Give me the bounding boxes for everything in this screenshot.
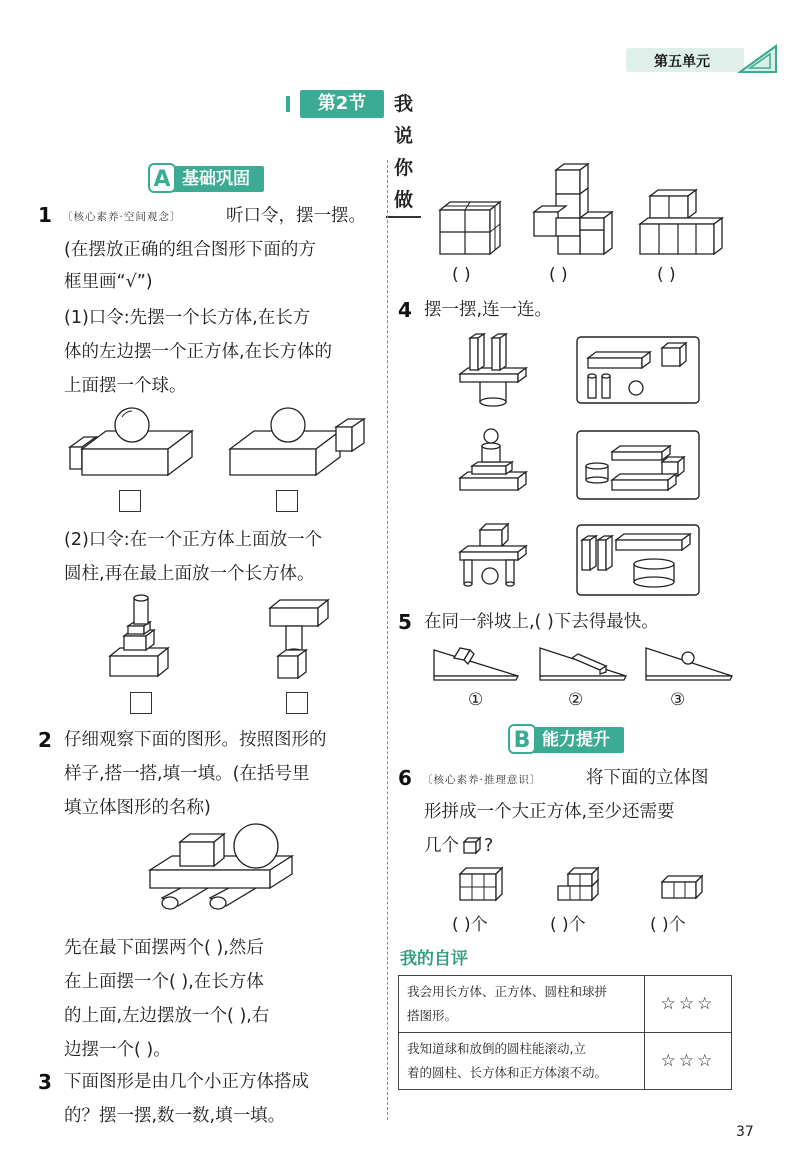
q2-fill-line2: 在上面摆一个( ),在长方体 [64, 972, 264, 992]
self-eval-stars[interactable]: ☆☆☆ [645, 976, 732, 1033]
q3-text-line1: 下面图形是由几个小正方体搭成 [64, 1072, 309, 1092]
q6-text-line3-end: ? [484, 836, 494, 856]
section-badge: 第2节 [300, 90, 384, 118]
section-name: 我说你做 [386, 88, 421, 218]
q5-text: 在同一斜坡上,( )下去得最快。 [424, 612, 659, 632]
q6-figure-c [658, 872, 708, 902]
self-eval-table [398, 975, 732, 1090]
part-a-letter: A [148, 163, 176, 193]
part-b-letter: B [508, 724, 536, 754]
q2-figure [148, 826, 298, 922]
q3-figure-c [636, 182, 726, 258]
q2-fill-line3: 的上面,左边摆放一个( ),右 [64, 1006, 270, 1026]
q2-text-line3: 填立体图形的名称) [64, 798, 211, 818]
q6-figure-b [554, 862, 604, 904]
self-eval-statement-line2: 着的圆柱、长方体和正方体滚不动。 [407, 1065, 608, 1080]
q1-part2-answer-box-b[interactable] [286, 692, 308, 714]
ruler-triangle-icon [738, 44, 778, 74]
q4-assembly-1 [456, 330, 530, 410]
q6-blank-a[interactable]: ( )个 [452, 915, 488, 935]
q2-fill-line4: 边摆一个( )。 [64, 1040, 171, 1060]
q6-blank-b[interactable]: ( )个 [550, 915, 586, 935]
q5-slope-cuboid [538, 642, 630, 682]
self-eval-row [399, 976, 732, 1033]
q6-blank-c[interactable]: ( )个 [650, 915, 686, 935]
q5-slope-cube [432, 642, 522, 682]
q1-part1-answer-box-a[interactable] [119, 490, 141, 512]
self-eval-statement-line1: 我知道球和放倒的圆柱能滚动,立 [407, 1041, 586, 1056]
q1-part1-line2: 体的左边摆一个正方体,在长方体的 [64, 342, 333, 362]
q1-number: 1 [38, 203, 52, 227]
q1-part2-line2: 圆柱,再在最上面放一个长方体。 [64, 564, 315, 584]
q6-text-line1: 将下面的立体图 [586, 768, 709, 788]
q1-part2-line1: (2)口令:在一个正方体上面放一个 [64, 530, 323, 550]
q1-part1-answer-box-b[interactable] [276, 490, 298, 512]
q5-option-3[interactable]: ③ [670, 690, 686, 710]
q3-text-line2: 的？摆一摆,数一数,填一填。 [64, 1106, 286, 1126]
unit-tab [626, 44, 786, 76]
q1-part1-figure-a [66, 405, 196, 480]
q2-text-line1: 仔细观察下面的图形。按照图形的 [64, 730, 327, 750]
q6-tag: 〔核心素养·推理意识〕 [422, 774, 542, 786]
unit-label: 第五单元 [654, 54, 710, 70]
q1-part2-answer-box-a[interactable] [130, 692, 152, 714]
self-eval-stars[interactable]: ☆☆☆ [645, 1033, 732, 1090]
q1-part1-figure-b [228, 405, 368, 480]
self-eval-statement-line2: 搭图形。 [407, 1008, 458, 1023]
q1-text-line2: (在摆放正确的组合图形下面的方 [64, 240, 316, 260]
cube-icon [462, 836, 482, 854]
q2-fill-line1: 先在最下面摆两个( ),然后 [64, 938, 264, 958]
q1-tag: 〔核心素养·空间观念〕 [62, 211, 182, 223]
self-eval-row [399, 1033, 732, 1090]
q3-blank-a[interactable]: ( ) [452, 265, 471, 285]
q3-blank-c[interactable]: ( ) [657, 265, 676, 285]
q5-option-1[interactable]: ① [468, 690, 484, 710]
q4-assembly-2 [456, 426, 530, 496]
self-eval-title: 我的自评 [400, 949, 468, 969]
q4-text: 摆一摆,连一连。 [424, 300, 553, 320]
q3-figure-a [436, 192, 504, 256]
self-eval-statement [399, 976, 645, 1033]
q1-text-line3: 框里画“√”) [64, 272, 153, 292]
q6-number: 6 [398, 766, 412, 790]
q1-part2-figure-a [106, 592, 176, 684]
q1-part2-figure-b [262, 598, 332, 684]
part-b-badge [508, 727, 624, 753]
q1-instruction: 听口令，摆一摆。 [226, 206, 366, 226]
part-b-label: 能力提升 [542, 730, 610, 750]
q3-blank-b[interactable]: ( ) [549, 265, 568, 285]
self-eval-statement-line1: 我会用长方体、正方体、圆柱和球拼 [407, 984, 608, 999]
q1-part1-line1: (1)口令:先摆一个长方体,在长方 [64, 308, 311, 328]
q5-number: 5 [398, 610, 412, 634]
q6-figure-a [456, 862, 506, 904]
q4-parts-box-1 [576, 336, 700, 404]
part-a-badge [148, 166, 264, 192]
q3-number: 3 [38, 1070, 52, 1094]
column-divider [387, 160, 388, 1120]
q6-text-line2: 形拼成一个大正方体,至少还需要 [424, 802, 675, 822]
q4-parts-box-2 [576, 430, 700, 500]
q5-option-2[interactable]: ② [568, 690, 584, 710]
q4-number: 4 [398, 298, 412, 322]
page-number: 37 [736, 1124, 754, 1140]
self-eval-statement [399, 1033, 645, 1090]
q2-text-line2: 样子,搭一搭,填一填。(在括号里 [64, 764, 310, 784]
q6-text-line3: 几个 [424, 836, 459, 856]
part-a-label: 基础巩固 [182, 169, 250, 189]
q3-figure-b [530, 160, 610, 258]
q5-slope-ball [644, 642, 736, 682]
q4-assembly-3 [456, 518, 530, 590]
q4-parts-box-3 [576, 524, 700, 596]
q1-part1-line3: 上面摆一个球。 [64, 376, 187, 396]
q2-number: 2 [38, 728, 52, 752]
